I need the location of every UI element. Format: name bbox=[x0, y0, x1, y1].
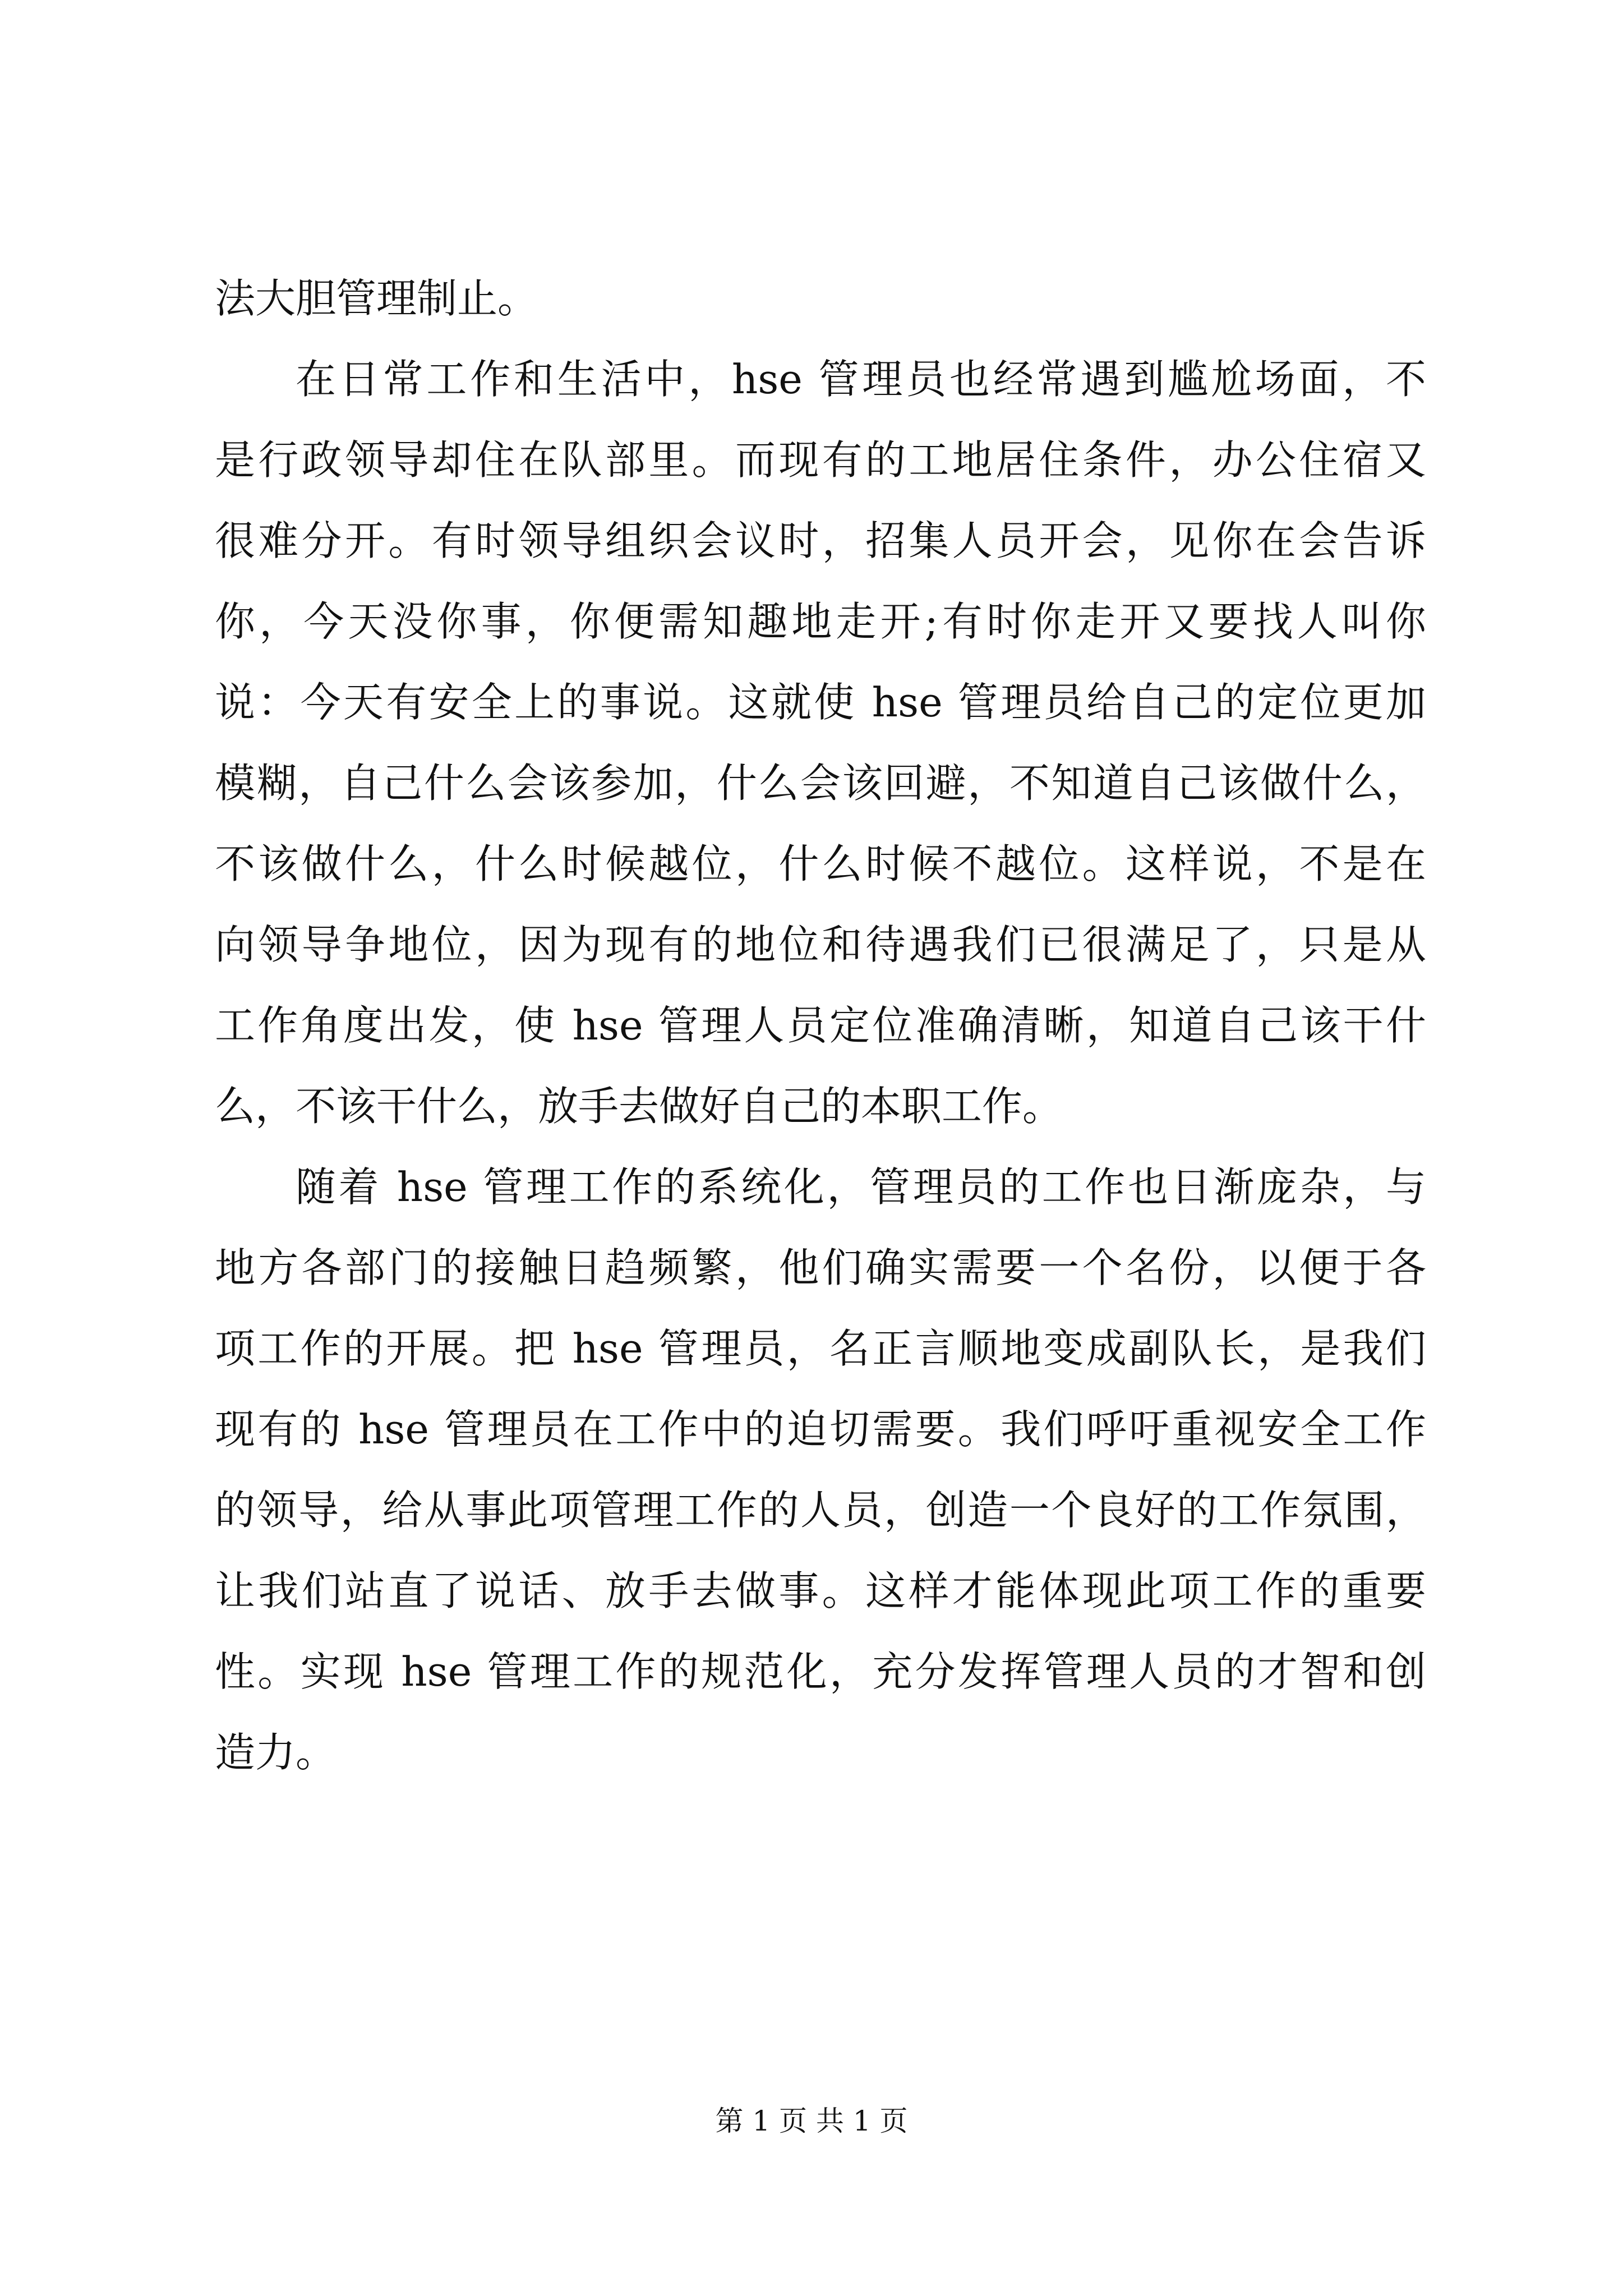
text-line: 是行政领导却住在队部里。而现有的工地居住条件，办公住宿又 bbox=[215, 436, 1426, 484]
text-line: 的领导，给从事此项管理工作的人员，创造一个良好的工作氛围， bbox=[215, 1487, 1426, 1534]
text-line: 很难分开。有时领导组织会议时，招集人员开会，见你在会告诉 bbox=[215, 517, 1426, 564]
text-line: 让我们站直了说话、放手去做事。这样才能体现此项工作的重要 bbox=[215, 1567, 1426, 1614]
text-line: 么，不该干什么，放手去做好自己的本职工作。 bbox=[215, 1083, 1063, 1130]
text-line: 法大胆管理制止。 bbox=[215, 275, 538, 322]
text-line: 在日常工作和生活中，hse 管理员也经常遇到尴尬场面，不 bbox=[296, 356, 1426, 403]
text-line: 说：今天有安全上的事说。这就使 hse 管理员给自己的定位更加 bbox=[215, 679, 1426, 726]
text-line: 现有的 hse 管理员在工作中的迫切需要。我们呼吁重视安全工作 bbox=[215, 1406, 1426, 1453]
text-line: 随着 hse 管理工作的系统化，管理员的工作也日渐庞杂，与 bbox=[296, 1163, 1426, 1211]
text-line: 模糊，自己什么会该参加，什么会该回避，不知道自己该做什么， bbox=[215, 760, 1426, 807]
text-line: 你，今天没你事，你便需知趣地走开;有时你走开又要找人叫你 bbox=[215, 598, 1426, 645]
text-line: 不该做什么，什么时候越位，什么时候不越位。这样说，不是在 bbox=[215, 840, 1426, 887]
text-line: 向领导争地位，因为现有的地位和待遇我们已很满足了，只是从 bbox=[215, 921, 1426, 968]
text-line: 项工作的开展。把 hse 管理员，名正言顺地变成副队长，是我们 bbox=[215, 1325, 1426, 1372]
page-footer: 第 1 页 共 1 页 bbox=[715, 2105, 908, 2137]
document-body bbox=[215, 258, 1426, 1793]
text-line: 工作角度出发，使 hse 管理人员定位准确清晰，知道自己该干什 bbox=[215, 1002, 1426, 1049]
text-line: 造力。 bbox=[215, 1729, 336, 1776]
text-line: 地方各部门的接触日趋频繁，他们确实需要一个名份，以便于各 bbox=[215, 1244, 1426, 1291]
text-line: 性。实现 hse 管理工作的规范化，充分发挥管理人员的才智和创 bbox=[215, 1648, 1426, 1695]
